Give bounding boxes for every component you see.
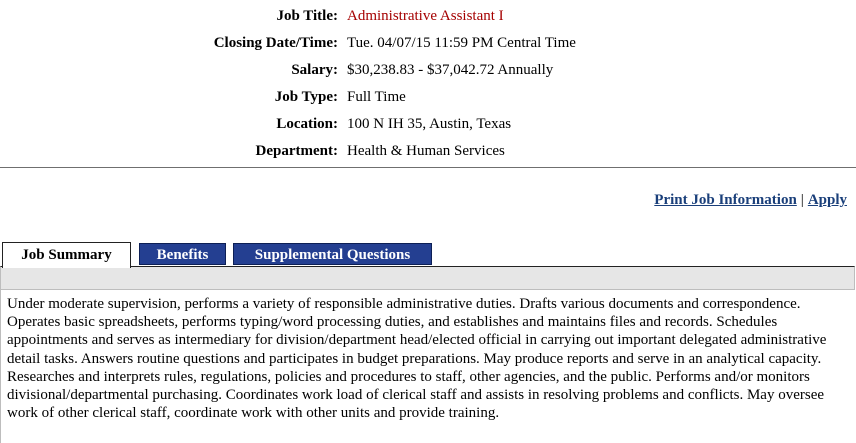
apply-link[interactable]: Apply (807, 192, 847, 208)
tab-benefits[interactable]: Benefits (139, 243, 226, 265)
closing-date-row (0, 30, 856, 57)
closing-date-label: Closing Date/Time: (213, 35, 338, 51)
department-label: Department: (255, 143, 338, 159)
job-title-label: Job Title: (276, 8, 338, 24)
closing-date-value: Tue. 04/07/15 11:59 PM Central Time (347, 35, 576, 51)
job-title-value: Administrative Assistant I (347, 8, 504, 24)
job-actions (654, 192, 847, 209)
job-type-value: Full Time (347, 89, 406, 105)
salary-value: $30,238.83 - $37,042.72 Annually (347, 62, 554, 78)
department-value: Health & Human Services (347, 143, 505, 159)
tab-supplemental-questions[interactable]: Supplemental Questions (233, 243, 432, 265)
job-title-row (0, 3, 856, 30)
section-divider (0, 167, 856, 168)
location-row (0, 111, 856, 138)
job-type-label: Job Type: (274, 89, 338, 105)
location-value: 100 N IH 35, Austin, Texas (347, 116, 512, 132)
print-job-information-link[interactable]: Print Job Information (654, 192, 797, 208)
tab-job-summary[interactable]: Job Summary (2, 242, 131, 268)
job-details (0, 3, 856, 165)
department-row (0, 138, 856, 165)
job-type-row (0, 84, 856, 111)
job-summary-content (1, 289, 855, 443)
location-label: Location: (276, 116, 338, 132)
salary-label: Salary: (291, 62, 338, 78)
action-separator: | (800, 192, 804, 208)
salary-row (0, 57, 856, 84)
job-summary-text: Under moderate supervision, performs a variety of responsible administrative duties. Drafts various documents and correspondence. Operates basic spreadsheets, performs typing/word processing duties, and establishes and maintains files and records. Schedules appointments and serves as intermediary for division/department head/elected official in carrying out important delegated administrative detail tasks. Answers routine questions and participates in budget preparations. May produce reports and serve in an analytical capacity. Researches and interprets rules, regulations, policies and procedures to staff, other agencies, and the public. Performs and/or monitors divisional/departmental purchasing. Coordinates work load of clerical staff and assists in resolving problems and conflicts. May oversee work of other clerical staff, coordinate work with other units and provide training. (7, 296, 827, 422)
